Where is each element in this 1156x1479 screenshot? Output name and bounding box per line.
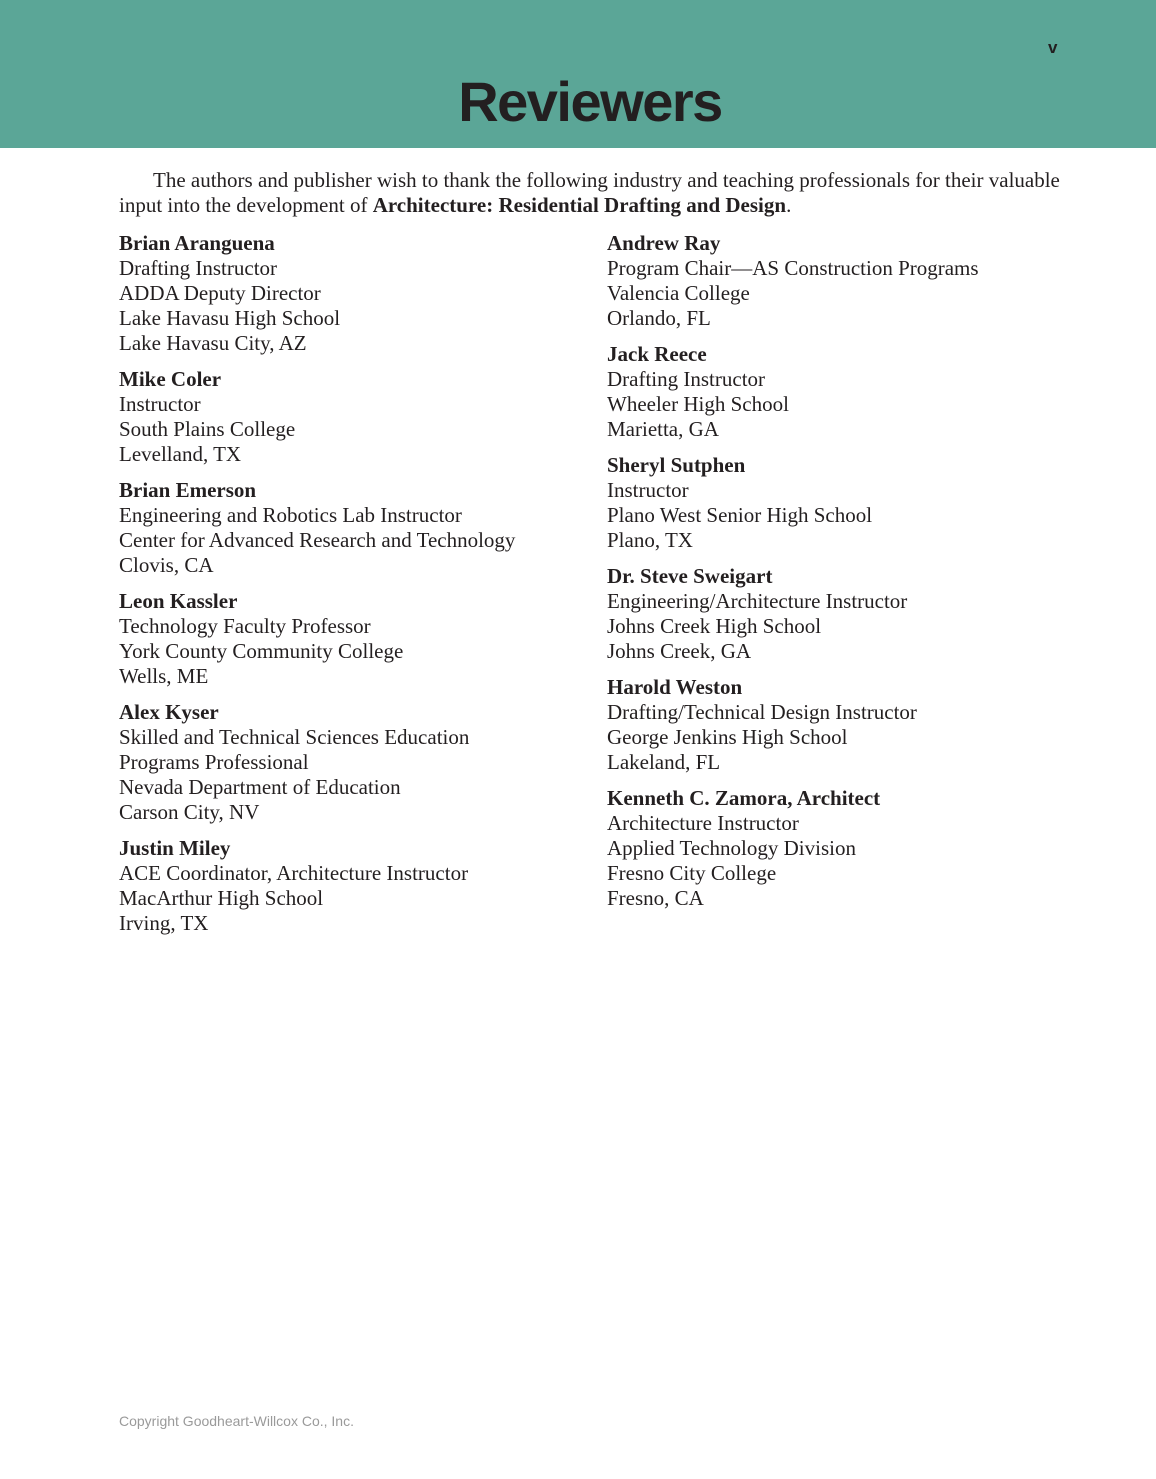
reviewer-detail: York County Community College — [119, 639, 404, 663]
page-content — [119, 168, 1079, 947]
reviewer-entry — [607, 675, 1079, 775]
reviewer-detail: Center for Advanced Research and Technology — [119, 528, 516, 552]
intro-end: . — [786, 193, 792, 217]
reviewer-name: Leon Kassler — [119, 589, 238, 613]
reviewer-detail: Engineering/Architecture Instructor — [607, 589, 908, 613]
reviewer-detail: Skilled and Technical Sciences Education — [119, 725, 470, 749]
reviewer-detail: MacArthur High School — [119, 886, 324, 910]
intro-text: The authors and publisher wish to thank the following industry and teaching professionals for their valuable input into the development of — [119, 168, 1060, 217]
reviewers-left-column — [119, 231, 607, 947]
reviewer-detail: Fresno, CA — [607, 886, 704, 910]
reviewer-detail: ADDA Deputy Director — [119, 281, 321, 305]
reviewers-right-column — [607, 231, 1079, 922]
reviewer-detail: ACE Coordinator, Architecture Instructor — [119, 861, 469, 885]
reviewer-name: Dr. Steve Sweigart — [607, 564, 773, 588]
reviewer-detail: Fresno City College — [607, 861, 777, 885]
reviewer-detail: Orlando, FL — [607, 306, 711, 330]
copyright: Copyright Goodheart-Willcox Co., Inc. — [119, 1413, 354, 1429]
reviewer-detail: George Jenkins High School — [607, 725, 848, 749]
reviewer-detail: Wells, ME — [119, 664, 209, 688]
reviewer-detail: Plano West Senior High School — [607, 503, 873, 527]
reviewer-name: Brian Emerson — [119, 478, 257, 502]
reviewer-detail: Nevada Department of Education — [119, 775, 401, 799]
reviewer-name: Andrew Ray — [607, 231, 721, 255]
reviewer-name: Justin Miley — [119, 836, 231, 860]
reviewer-detail: Lake Havasu City, AZ — [119, 331, 307, 355]
reviewer-entry — [607, 564, 1079, 664]
reviewer-name: Kenneth C. Zamora, Architect — [607, 786, 881, 810]
reviewer-detail: Technology Faculty Professor — [119, 614, 371, 638]
reviewer-entry — [119, 700, 607, 825]
reviewer-detail: Applied Technology Division — [607, 836, 856, 860]
reviewer-detail: Instructor — [119, 392, 201, 416]
reviewer-detail: Programs Professional — [119, 750, 309, 774]
reviewer-name: Mike Coler — [119, 367, 222, 391]
reviewer-detail: Lake Havasu High School — [119, 306, 341, 330]
reviewer-detail: Wheeler High School — [607, 392, 789, 416]
reviewer-entry — [607, 786, 1079, 911]
reviewer-detail: Drafting Instructor — [119, 256, 278, 280]
reviewer-detail: Valencia College — [607, 281, 750, 305]
reviewer-detail: South Plains College — [119, 417, 296, 441]
reviewer-name: Sheryl Sutphen — [607, 453, 746, 477]
reviewer-detail: Engineering and Robotics Lab Instructor — [119, 503, 462, 527]
reviewer-name: Alex Kyser — [119, 700, 219, 724]
reviewer-entry — [119, 478, 607, 578]
intro-paragraph — [119, 168, 1079, 218]
reviewer-detail: Program Chair—AS Construction Programs — [607, 256, 979, 280]
reviewer-entry — [119, 367, 607, 467]
page-number: v — [1048, 38, 1058, 57]
reviewer-detail: Marietta, GA — [607, 417, 719, 441]
reviewer-name: Jack Reece — [607, 342, 707, 366]
reviewer-detail: Clovis, CA — [119, 553, 214, 577]
reviewer-detail: Johns Creek High School — [607, 614, 822, 638]
reviewer-detail: Drafting Instructor — [607, 367, 766, 391]
reviewer-detail: Plano, TX — [607, 528, 693, 552]
reviewers-columns — [119, 231, 1079, 947]
reviewer-detail: Carson City, NV — [119, 800, 260, 824]
page-title: Reviewers — [458, 70, 722, 133]
reviewer-name: Brian Aranguena — [119, 231, 275, 255]
reviewer-detail: Instructor — [607, 478, 689, 502]
reviewer-entry — [607, 453, 1079, 553]
reviewer-detail: Drafting/Technical Design Instructor — [607, 700, 917, 724]
reviewer-detail: Irving, TX — [119, 911, 209, 935]
reviewer-name: Harold Weston — [607, 675, 743, 699]
reviewer-detail: Johns Creek, GA — [607, 639, 752, 663]
reviewer-entry — [119, 589, 607, 689]
reviewer-entry — [607, 342, 1079, 442]
reviewer-entry — [607, 231, 1079, 331]
reviewer-detail: Levelland, TX — [119, 442, 242, 466]
book-title: Architecture: Residential Drafting and Design — [372, 193, 787, 217]
reviewer-detail: Lakeland, FL — [607, 750, 721, 774]
reviewer-entry — [119, 836, 607, 936]
reviewer-detail: Architecture Instructor — [607, 811, 799, 835]
reviewer-entry — [119, 231, 607, 356]
